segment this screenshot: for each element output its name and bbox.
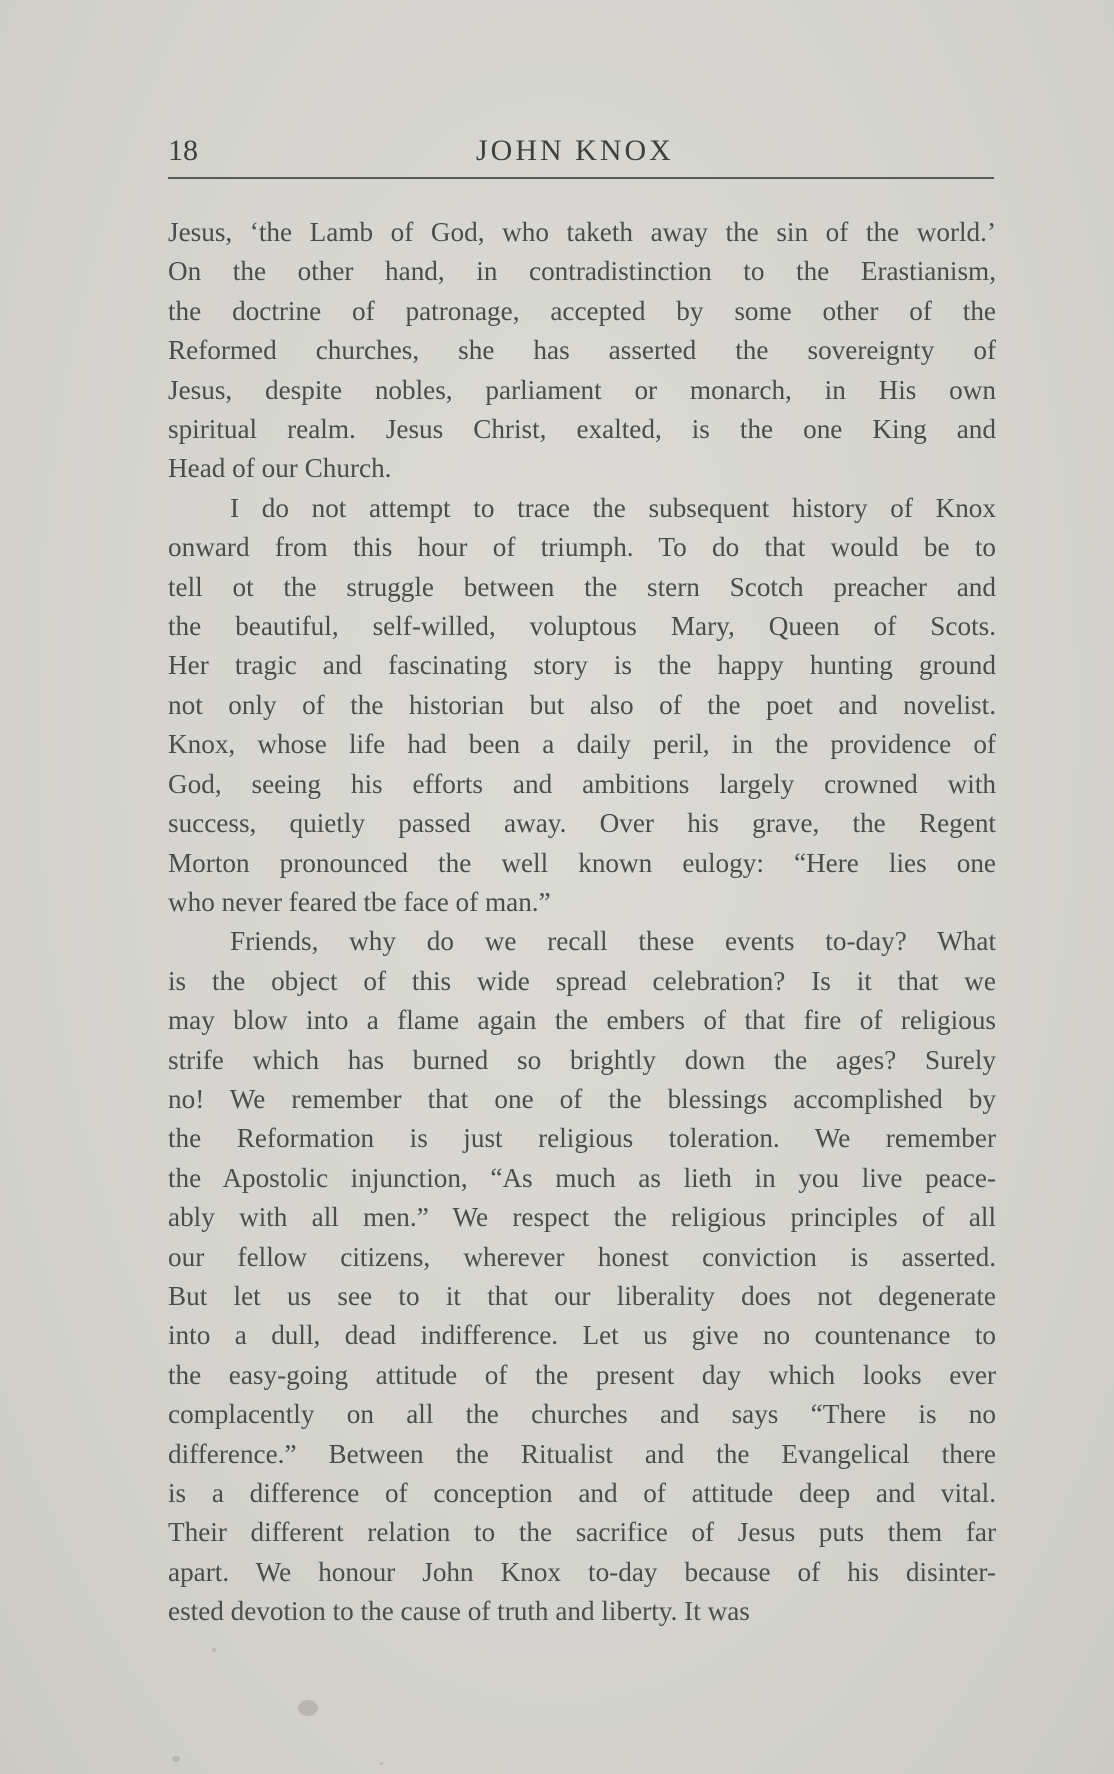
page-header [168,130,994,176]
text-line: the Reformation is just religious toleration. We remember [168,1123,996,1154]
text-line: Head of our Church. [168,453,392,484]
paper-speck [380,1762,383,1765]
text-line: the beautiful, self-willed, voluptous Mary, Queen of Scots. [168,611,996,642]
text-line: success, quietly passed away. Over his grave, the Regent [168,808,996,839]
body-text [168,213,996,1632]
paper-speck [212,1648,216,1652]
text-line: Knox, whose life had been a daily peril, in the providence of [168,729,996,760]
text-line: Their different relation to the sacrifice of Jesus puts them far [168,1517,996,1548]
text-line: the doctrine of patronage, accepted by some other of the [168,295,996,326]
text-line: the easy-going attitude of the present day which looks ever [168,1359,996,1390]
text-line: tell ot the struggle between the stern Scotch preacher and [168,571,996,602]
page-number: 18 [168,134,198,167]
text-line: strife which has burned so brightly down the ages? Surely [168,1044,996,1075]
text-line: I do not attempt to trace the subsequent history of Knox [230,492,996,523]
paragraph [168,213,996,489]
text-line: onward from this hour of triumph. To do that would be to [168,532,996,563]
text-line: God, seeing his efforts and ambitions largely crowned with [168,768,996,799]
header-rule [168,177,994,179]
running-title: JOHN KNOX [476,134,674,167]
text-line: our fellow citizens, wherever honest conviction is asserted. [168,1241,996,1272]
text-line: into a dull, dead indifference. Let us give no countenance to [168,1320,996,1351]
text-line: spiritual realm. Jesus Christ, exalted, is the one King and [168,414,996,445]
text-line: But let us see to it that our liberality does not degenerate [168,1280,996,1311]
text-line: Jesus, ‘the Lamb of God, who taketh away the sin of the world.’ [168,217,996,247]
text-line: is the object of this wide spread celebration? Is it that we [168,965,996,996]
paper-speck [172,1756,180,1762]
text-line: is a difference of conception and of attitude deep and vital. [168,1478,996,1508]
text-line: On the other hand, in contradistinction to the Erastianism, [168,256,996,287]
paragraph [168,489,996,922]
text-line: the Apostolic injunction, “As much as lieth in you live peace- [168,1162,996,1193]
text-line: apart. We honour John Knox to-day because of his disinter- [168,1556,996,1587]
text-line: ably with all men.” We respect the religious principles of all [168,1202,996,1233]
text-line: Jesus, despite nobles, parliament or monarch, in His own [168,374,996,405]
paper-speck [298,1700,318,1716]
text-line: not only of the historian but also of the poet and novelist. [168,689,996,720]
text-line: ested devotion to the cause of truth and liberty. It was [168,1596,750,1627]
text-line: Morton pronounced the well known eulogy: “Here lies one [168,847,996,878]
text-line: Friends, why do we recall these events to-day? What [230,926,996,957]
text-line: Her tragic and fascinating story is the happy hunting ground [168,650,996,681]
text-line: may blow into a flame again the embers of that fire of religious [168,1005,996,1036]
paragraph [168,922,996,1631]
text-line: who never feared tbe face of man.” [168,886,551,917]
text-line: no! We remember that one of the blessings accomplished by [168,1083,996,1114]
text-line: complacently on all the churches and says “There is no [168,1399,996,1430]
text-line: difference.” Between the Ritualist and the Evangelical there [168,1438,996,1469]
text-line: Reformed churches, she has asserted the sovereignty of [168,335,996,366]
